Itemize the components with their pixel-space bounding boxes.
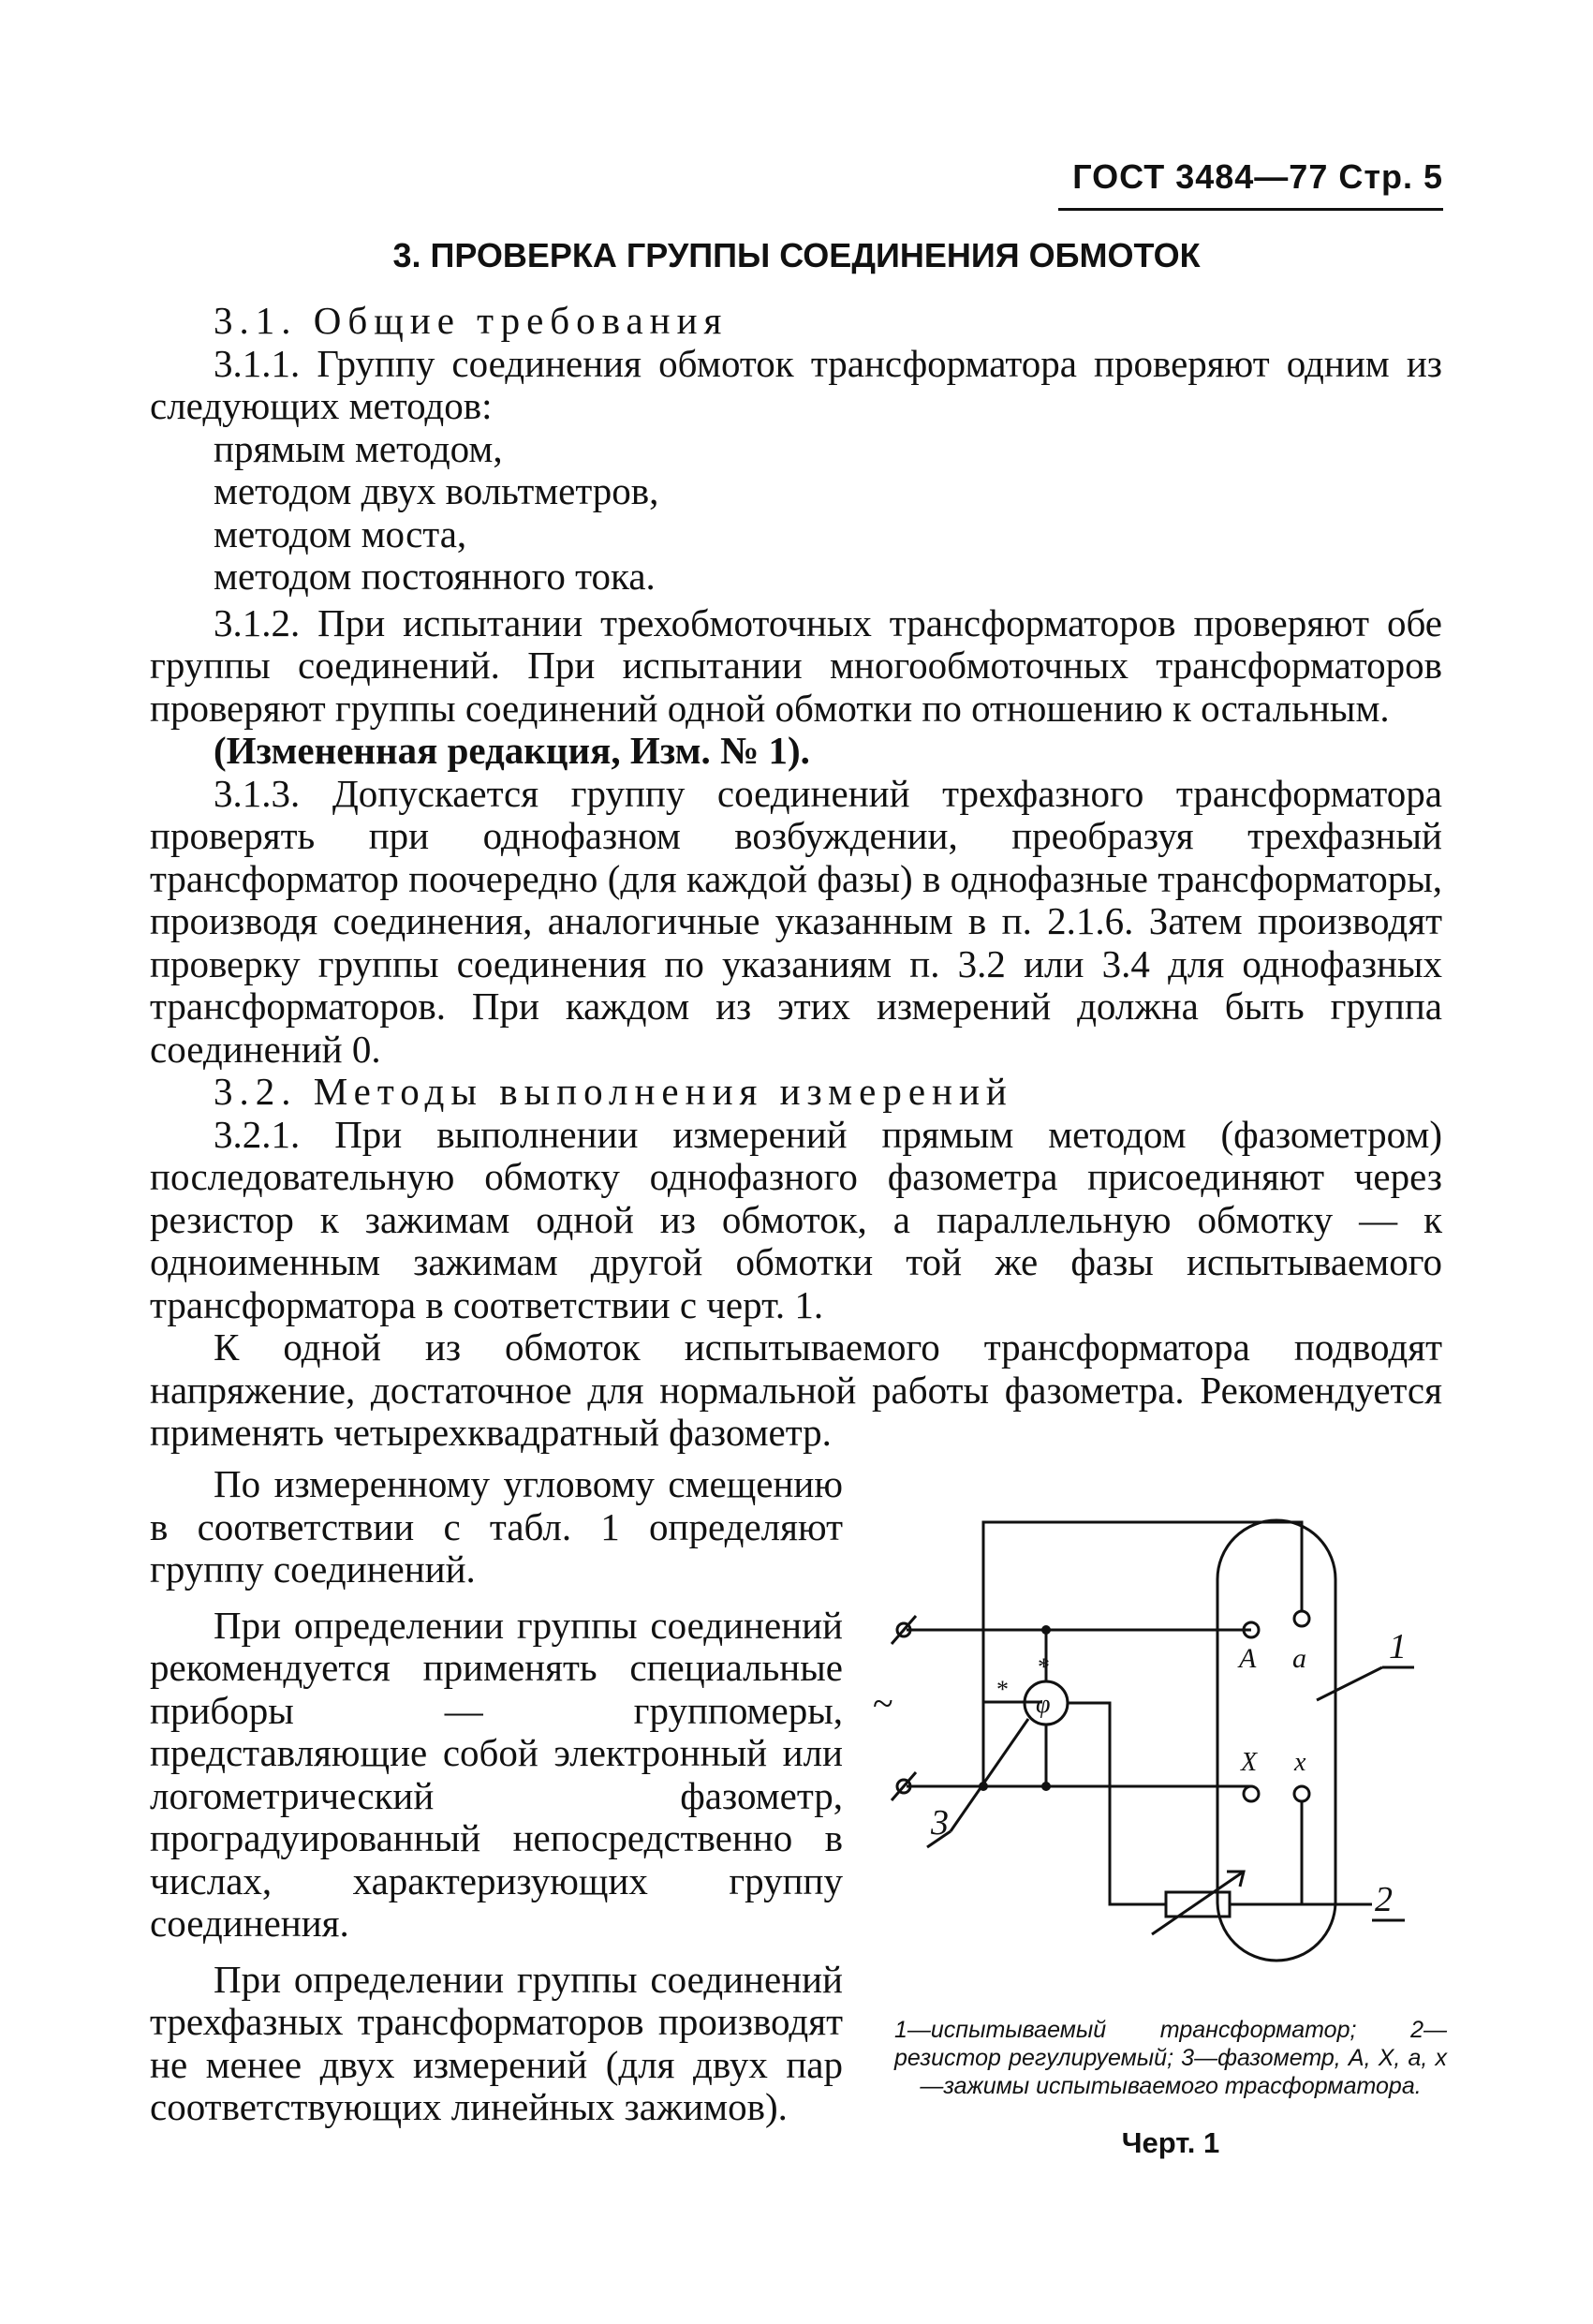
label-phase: φ (1036, 1690, 1051, 1719)
paragraph-3-1-3: 3.1.3. Допускается группу соединений трехфазного трансформатора проверять при однофазном возбуждении, преобразуя трехфазный трансформатор поочередно (для каждой фазы) в однофазные трансформаторы, производя соединения, аналогичные указанным в п. 2.1.6. Затем производят проверку группы соединения по указаниям п. 3.2 или 3.4 для однофазных трансформаторов. При каждом из этих измерений должна быть группа соединений 0. (150, 771, 1442, 1071)
label-terminal-X: X (1241, 1748, 1258, 1777)
paragraph-3-2-1: 3.2.1. При выполнении измерений прямым методом (фазометром) последовательную обмотку однофазного фазометра присоединяют через резистор к зажимам одной из обмоток, а параллельную обмотку — к одноименным зажимам другой обмотки той же фазы испытываемого трансформатора в соответствии с черт. 1. (150, 1112, 1442, 1326)
paragraph-3-1-1: 3.1.1. Группу соединения обмоток трансформатора проверяют одним из следующих методов: (150, 341, 1442, 427)
amendment-note: (Измененная редакция, Изм. № 1). (214, 729, 810, 772)
subsection-3-2: 3.2. Методы выполнения измерений (214, 1070, 1013, 1113)
terminal-X (1244, 1786, 1259, 1801)
label-3: 3 (931, 1803, 949, 1843)
paragraph-three-phase: При определении группы соединений трехфазных трансформаторов производят не менее двух измерений (для двух пар соответствующих линейных зажимов). (150, 1957, 843, 2128)
method-item: методом двух вольтметров, (214, 469, 659, 512)
label-terminal-a: a (1292, 1643, 1306, 1674)
paragraph-group-meters: При определении группы соединений рекомендуется применять специальные приборы — группомеры, представляющие собой электронный или логометрический фазометр, проградуированный непосредственно в числах, характеризующих группу соединения. (150, 1603, 843, 1945)
label-star-top: * (1038, 1653, 1050, 1680)
junction-dot (979, 1782, 988, 1791)
method-item: методом постоянного тока. (214, 555, 656, 598)
junction-dot (1041, 1625, 1051, 1635)
wire-resistor-to-x (1230, 1800, 1302, 1904)
method-item: прямым методом, (214, 426, 503, 470)
circuit-diagram (862, 1499, 1442, 2005)
leader-3 (951, 1719, 1028, 1831)
left-column-text (150, 1463, 843, 2129)
paragraph-supply: К одной из обмоток испытываемого трансформатора подводят напряжение, достаточное для нормальной работы фазометра. Рекомендуется применять четырехквадратный фазометр. (150, 1325, 1442, 1454)
body-text (150, 300, 1442, 1455)
section-title: 3. ПРОВЕРКА ГРУППЫ СОЕДИНЕНИЯ ОБМОТОК (392, 236, 1201, 274)
page-header: ГОСТ 3484—77 Стр. 5 (1072, 157, 1443, 196)
terminal-a (1294, 1611, 1309, 1626)
label-terminal-A: A (1239, 1643, 1257, 1674)
label-1: 1 (1389, 1627, 1407, 1666)
leader-1 (1317, 1667, 1382, 1700)
junction-dot (1041, 1782, 1051, 1791)
label-terminal-x: x (1294, 1748, 1306, 1777)
method-item: методом моста, (214, 511, 467, 555)
transformer-body (1217, 1520, 1335, 1961)
wire-to-resistor (1068, 1703, 1166, 1904)
label-star-left: * (996, 1676, 1009, 1703)
terminal-x (1294, 1786, 1309, 1801)
figure-caption: 1—испытываемый трансформатор; 2—резистор регулируемый; 3—фазометр, A, X, a, x—зажимы испытываемого трасформатора. (894, 2017, 1447, 2099)
paragraph-3-1-2: 3.1.2. При испытании трехобмоточных трансформаторов проверяют обе группы соединений. При испытании многообмоточных трансформаторов проверяют группы соединений одной обмотки по отношению к остальным. (150, 600, 1442, 730)
header-rule (1058, 208, 1443, 211)
paragraph-angular-shift: По измеренному угловому смещению в соответствии с табл. 1 определяют группу соединений. (150, 1462, 843, 1591)
subsection-3-1: 3.1. Общие требования (214, 299, 729, 342)
label-ac: ~ (873, 1682, 893, 1724)
figure-label: Черт. 1 (1121, 2126, 1220, 2159)
label-2: 2 (1375, 1880, 1393, 1919)
